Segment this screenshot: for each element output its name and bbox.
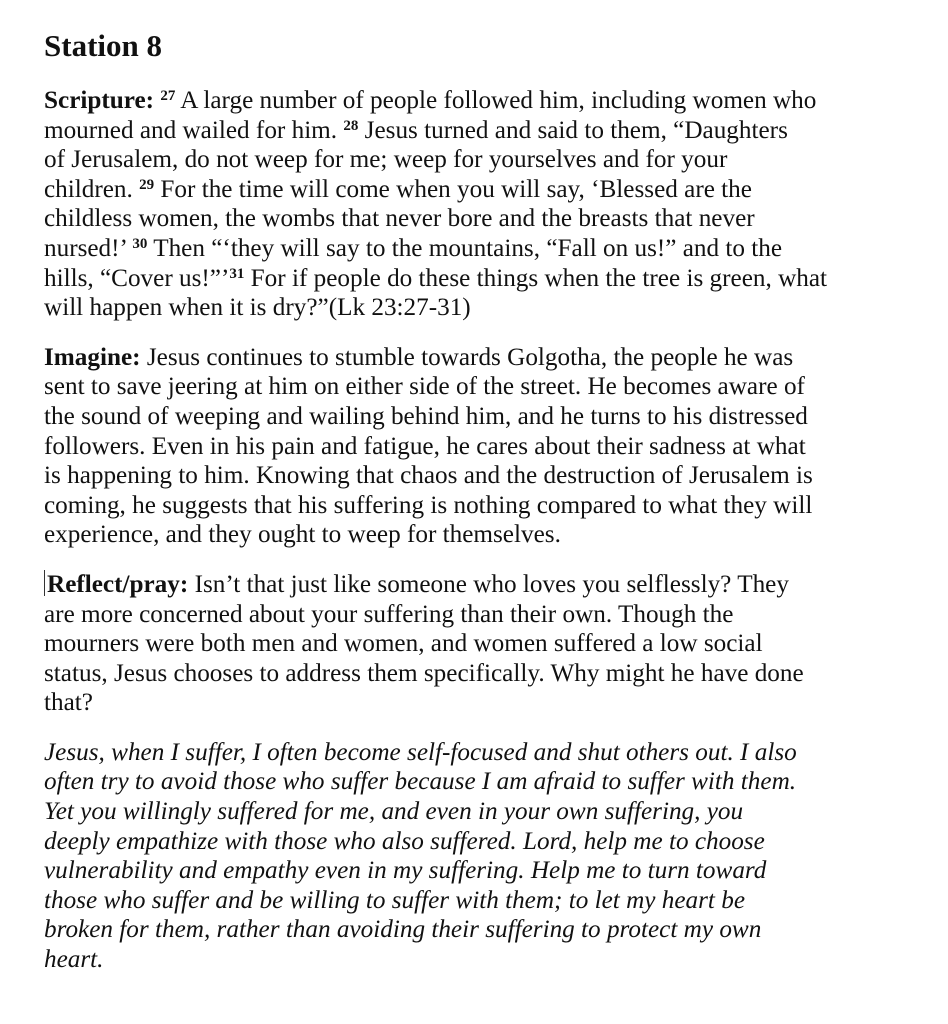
scripture-text: For the time will come when you will say, ‘Blessed are the [154,175,752,203]
scripture-text: Jesus turned and said to them, “Daughters [358,116,788,144]
text-line: followers. Even in his pain and fatigue, he cares about their sadness at what [44,432,806,460]
imagine-paragraph [44,343,932,550]
verse-number: 29 [139,176,155,193]
imagine-text: Jesus continues to stumble towards Golgotha, the people he was [140,343,794,371]
text-line: Yet you willingly suffered for me, and even in your own suffering, you [44,798,744,826]
scripture-text: children. [44,175,140,203]
text-line: will happen when it is dry?”(Lk 23:27-31) [44,294,471,322]
text-line: is happening to him. Knowing that chaos and the destruction of Jerusalem is [44,462,813,490]
verse-number: 27 [160,88,176,104]
imagine-label: Imagine: [44,343,141,371]
document-page [44,26,932,995]
scripture-text: For if people do these things when the tree is green, what [244,264,828,292]
text-line: Jesus, when I suffer, I often become self-focused and shut others out. I also [44,738,797,766]
text-line: that? [44,689,93,717]
text-line: vulnerability and empathy even in my suffering. Help me to turn toward [44,857,767,885]
text-line: heart. [44,946,104,974]
text-line: deeply empathize with those who also suffered. Lord, help me to choose [44,827,765,855]
text-line: often try to avoid those who suffer because I am afraid to suffer with them. [44,768,797,796]
reflect-paragraph [44,570,932,718]
scripture-text: Then “‘they will say to the mountains, “Fall on us!” and to the [147,234,783,262]
text-line: of Jerusalem, do not weep for me; weep for yourselves and for your [44,146,728,174]
text-line [44,116,932,146]
verse-number: 28 [343,117,359,134]
text-line: status, Jesus chooses to address them specifically. Why might he have done [44,659,804,687]
reflect-text: Isn’t that just like someone who loves you selflessly? They [188,570,789,598]
reflect-label: Reflect/pray: [47,570,189,598]
text-line [44,175,932,205]
scripture-text: hills, “Cover us!”’ [44,264,230,292]
text-line: broken for them, rather than avoiding their suffering to protect my own [44,916,762,944]
scripture-text: nursed!’ [44,234,133,262]
prayer-paragraph [44,738,932,975]
scripture-text: A large number of people followed him, including women who [175,87,817,114]
text-line: are more concerned about your suffering than their own. Though the [44,600,734,628]
text-line: the sound of weeping and wailing behind him, and he turns to his distressed [44,402,808,430]
text-line [44,570,932,600]
page-title: Station 8 [44,28,162,63]
verse-number: 31 [229,265,245,282]
verse-number: 30 [132,235,148,252]
text-line: childless women, the wombs that never bore and the breasts that never [44,205,755,233]
text-line: coming, he suggests that his suffering is nothing compared to what they will [44,491,813,519]
text-line: mourners were both men and women, and women suffered a low social [44,630,763,658]
text-line: experience, and they ought to weep for themselves. [44,521,561,549]
text-line [44,264,932,294]
text-line [44,86,932,116]
text-line: sent to save jeering at him on either side of the street. He becomes aware of [44,373,805,401]
scripture-label: Scripture: [44,87,155,114]
text-line: those who suffer and be willing to suffer with them; to let my heart be [44,886,745,914]
scripture-text: mourned and wailed for him. [44,116,344,144]
text-line [44,343,932,373]
scripture-paragraph [44,86,932,323]
text-cursor [44,570,45,596]
text-line [44,234,932,264]
